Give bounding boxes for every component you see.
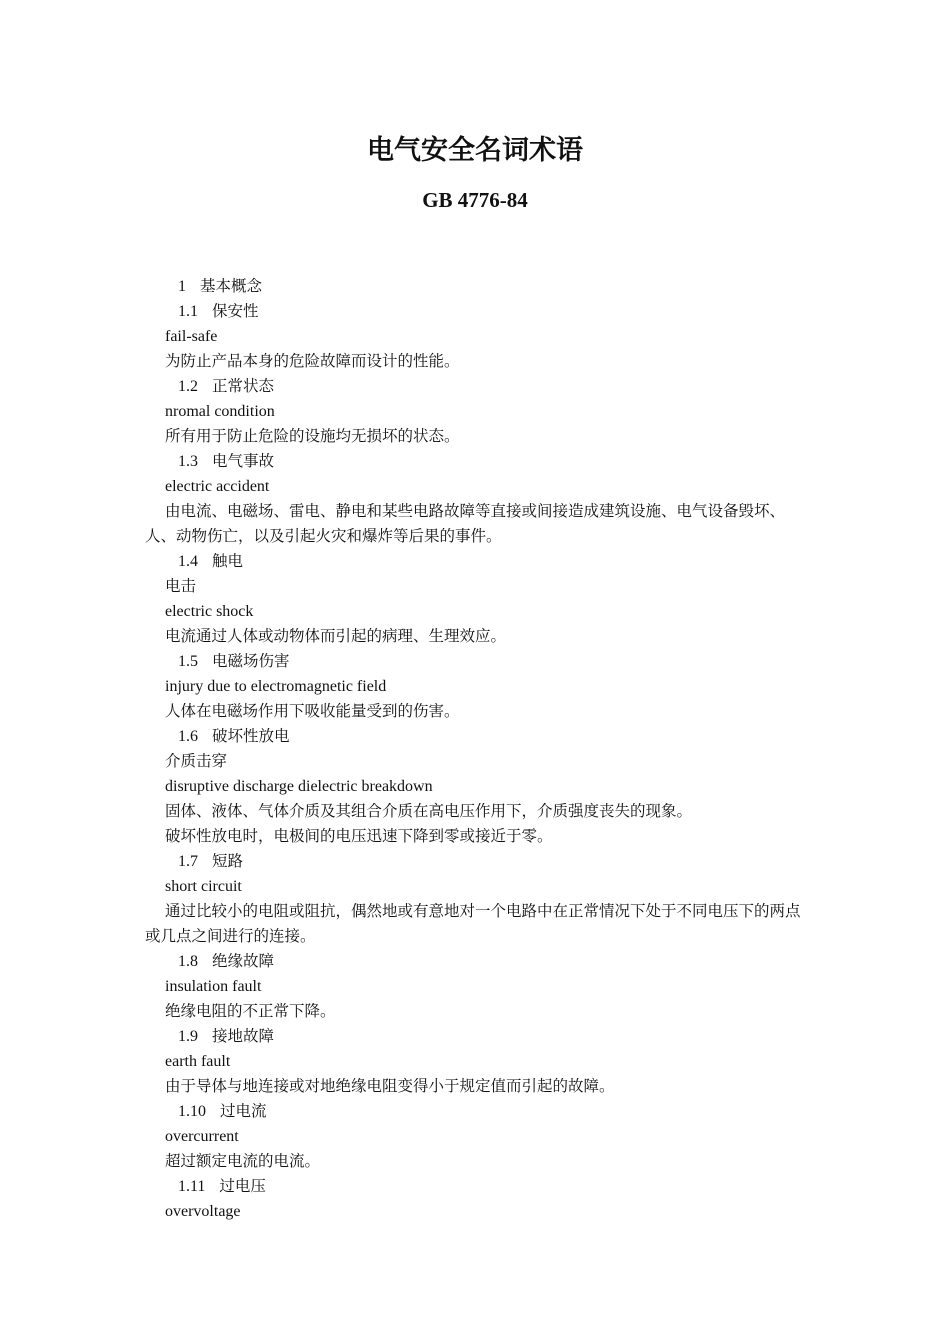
document-body [145,274,810,1224]
section-title: 短路 [212,852,244,870]
section-heading [145,649,810,674]
section-heading [145,449,810,474]
section-number: 1.4 [178,553,198,570]
english-term: electric shock [165,603,254,620]
english-term: insulation fault [165,978,262,995]
standard-code: GB 4776-84 [422,188,528,212]
english-term: earth fault [165,1053,231,1070]
document-title: 电气安全名词术语 [367,135,583,166]
english-term: injury due to electromagnetic field [165,678,387,695]
english-term: disruptive discharge dielectric breakdown [165,778,433,795]
section-title: 正常状态 [212,377,275,395]
section-number: 1.11 [178,1178,206,1195]
section-heading [145,299,810,324]
section-number: 1.8 [178,953,198,970]
definition-text: 超过额定电流的电流。 [165,1152,321,1170]
section-title: 绝缘故障 [212,952,275,970]
section-title: 基本概念 [200,277,263,295]
definition-text: 为防止产品本身的危险故障而设计的性能。 [165,352,460,370]
section-number: 1 [178,278,186,295]
section-heading [145,374,810,399]
section-heading [145,549,810,574]
section-number: 1.5 [178,653,198,670]
definition-text: 绝缘电阻的不正常下降。 [165,1002,336,1020]
english-term: fail-safe [165,328,218,345]
definition-text: 由于导体与地连接或对地绝缘电阻变得小于规定值而引起的故障。 [165,1077,615,1095]
section-title: 过电压 [219,1177,266,1195]
section-number: 1.3 [178,453,198,470]
section-title: 电磁场伤害 [212,652,290,670]
definition-text: 人体在电磁场作用下吸收能量受到的伤害。 [165,702,460,720]
section-title: 电气事故 [212,452,275,470]
section-number: 1.1 [178,303,198,320]
section-number: 1.6 [178,728,198,745]
definition-text: 破坏性放电时，电极间的电压迅速下降到零或接近于零。 [165,827,553,845]
section-heading [145,949,810,974]
english-term: overcurrent [165,1128,239,1145]
section-number: 1.10 [178,1103,206,1120]
english-term: overvoltage [165,1203,241,1220]
english-term: short circuit [165,878,242,895]
english-term: nromal condition [165,403,275,420]
section-title: 破坏性放电 [212,727,290,745]
section-title: 接地故障 [212,1027,275,1045]
section-number: 1.9 [178,1028,198,1045]
section-heading [145,1174,810,1199]
section-heading [145,274,810,299]
section-title: 触电 [212,552,244,570]
definition-paragraph: 通过比较小的电阻或阻抗，偶然地或有意地对一个电路中在正常情况下处于不同电压下的两点或几点之间进行的连接。 [145,902,801,945]
section-title: 过电流 [220,1102,267,1120]
section-number: 1.7 [178,853,198,870]
english-term: electric accident [165,478,270,495]
definition-text: 固体、液体、气体介质及其组合介质在高电压作用下，介质强度丧失的现象。 [165,802,693,820]
section-heading [145,1099,810,1124]
synonym-term: 介质击穿 [165,752,228,770]
synonym-term: 电击 [165,577,197,595]
section-heading [145,849,810,874]
definition-paragraph: 由电流、电磁场、雷电、静电和某些电路故障等直接或间接造成建筑设施、电气设备毁坏、人、动物伤亡，以及引起火灾和爆炸等后果的事件。 [145,502,786,545]
section-title: 保安性 [212,302,259,320]
definition-text: 电流通过人体或动物体而引起的病理、生理效应。 [165,627,507,645]
definition-text: 所有用于防止危险的设施均无损坏的状态。 [165,427,460,445]
section-number: 1.2 [178,378,198,395]
section-heading [145,1024,810,1049]
section-heading [145,724,810,749]
